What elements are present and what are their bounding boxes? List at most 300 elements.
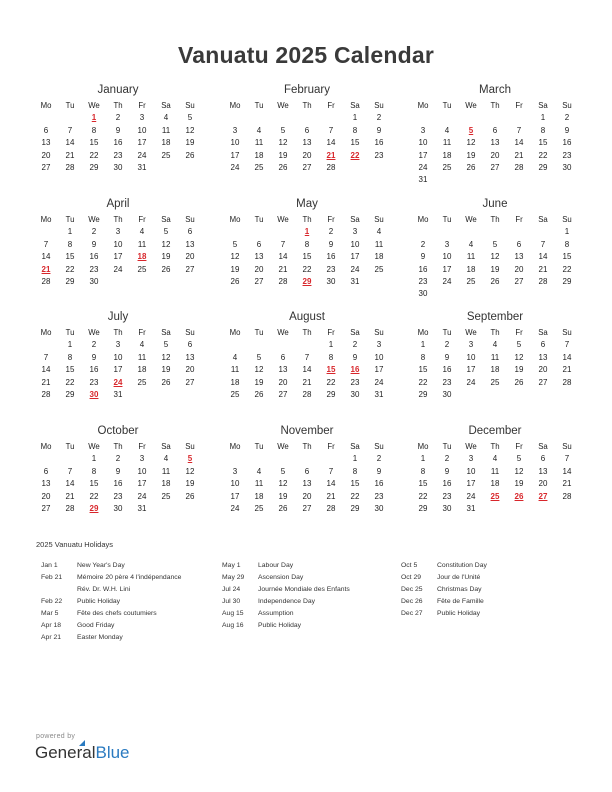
weekday-header <box>34 327 202 339</box>
weekday-label: Mo <box>417 101 429 110</box>
day-cell: 20 <box>254 264 264 274</box>
day-cell: 26 <box>278 162 288 172</box>
day-cell: 18 <box>161 479 171 489</box>
day-cell: 6 <box>304 466 310 476</box>
day-cell <box>367 162 391 174</box>
day-cell: 9 <box>444 466 450 476</box>
week-row <box>34 389 202 401</box>
day-cell: 11 <box>161 466 171 476</box>
day-cell: 13 <box>185 352 195 362</box>
day-cell: 30 <box>442 389 452 399</box>
day-cell: 16 <box>562 138 572 148</box>
day-cell: 22 <box>538 150 548 160</box>
day-cell: 19 <box>161 252 171 262</box>
month-name: December <box>468 425 522 437</box>
holiday-date <box>41 584 77 596</box>
day-cell: 5 <box>492 239 498 249</box>
day-cell: 29 <box>302 276 312 286</box>
day-cell: 13 <box>490 138 500 148</box>
day-cell: 12 <box>514 466 524 476</box>
holiday-name: Mémoire 20 père 4 l'indépendance <box>77 574 182 581</box>
day-cell: 16 <box>113 138 123 148</box>
day-cell: 15 <box>65 365 75 375</box>
day-cell: 30 <box>89 276 99 286</box>
weekday-label: Fr <box>138 328 146 337</box>
day-cell: 7 <box>280 239 286 249</box>
day-cell: 17 <box>137 479 147 489</box>
day-cell: 21 <box>41 264 51 274</box>
day-cell: 13 <box>538 466 548 476</box>
day-cell: 12 <box>185 466 195 476</box>
day-cell <box>459 174 483 186</box>
day-cell <box>130 276 154 288</box>
day-cell: 17 <box>230 491 240 501</box>
day-cell: 10 <box>137 125 147 135</box>
day-cell: 26 <box>185 150 195 160</box>
holiday-column <box>401 560 487 620</box>
week-row <box>34 125 202 137</box>
day-cell: 25 <box>161 491 171 501</box>
day-cell: 4 <box>256 466 262 476</box>
day-cell: 19 <box>185 479 195 489</box>
day-cell <box>106 276 130 288</box>
day-cell: 1 <box>352 454 358 464</box>
weekday-label: Th <box>302 101 312 110</box>
week-row <box>34 137 202 149</box>
day-cell: 19 <box>278 150 288 160</box>
day-cell: 1 <box>304 227 310 237</box>
day-cell <box>271 112 295 124</box>
day-cell: 23 <box>562 150 572 160</box>
day-cell: 24 <box>113 264 123 274</box>
day-cell: 2 <box>115 113 121 123</box>
day-cell: 19 <box>278 491 288 501</box>
day-cell: 30 <box>113 162 123 172</box>
holiday-item <box>222 572 350 584</box>
day-cell <box>130 389 154 401</box>
day-cell <box>178 276 202 288</box>
day-cell <box>483 112 507 124</box>
day-cell: 9 <box>115 125 121 135</box>
day-cell: 3 <box>232 466 238 476</box>
week-row <box>411 264 579 276</box>
day-cell: 10 <box>418 138 428 148</box>
day-cell: 27 <box>278 389 288 399</box>
holiday-name: Jour de l'Unité <box>437 574 481 581</box>
weekday-label: Tu <box>65 101 75 110</box>
day-cell <box>34 339 58 351</box>
week-row <box>223 239 391 251</box>
day-cell: 18 <box>374 252 384 262</box>
day-cell <box>367 276 391 288</box>
day-cell: 12 <box>185 125 195 135</box>
day-cell: 14 <box>65 479 75 489</box>
holiday-name: Public Holiday <box>77 598 121 605</box>
week-row <box>34 239 202 251</box>
day-cell: 15 <box>538 138 548 148</box>
day-cell: 20 <box>302 150 312 160</box>
day-cell: 3 <box>115 340 121 350</box>
day-cell: 10 <box>374 352 384 362</box>
day-cell: 5 <box>187 113 193 123</box>
day-cell: 18 <box>254 491 264 501</box>
day-cell: 6 <box>43 466 49 476</box>
day-cell: 7 <box>43 239 49 249</box>
day-cell: 5 <box>280 466 286 476</box>
day-cell: 4 <box>444 125 450 135</box>
day-cell: 17 <box>350 252 360 262</box>
day-cell <box>483 288 507 300</box>
week-row <box>223 125 391 137</box>
week-row <box>411 466 579 478</box>
logo-flag-icon <box>79 740 85 746</box>
week-row <box>223 503 391 515</box>
day-cell: 21 <box>65 491 75 501</box>
holiday-date: Jul 30 <box>222 598 241 605</box>
day-cell: 4 <box>232 352 238 362</box>
day-cell: 6 <box>256 239 262 249</box>
day-cell: 3 <box>139 454 145 464</box>
holiday-item <box>41 596 181 608</box>
week-row <box>34 491 202 503</box>
day-cell <box>271 226 295 238</box>
month-september <box>411 310 579 401</box>
day-cell: 20 <box>302 491 312 501</box>
day-cell <box>555 503 579 515</box>
week-row <box>34 503 202 515</box>
week-row <box>34 364 202 376</box>
day-cell: 2 <box>420 239 426 249</box>
week-row <box>411 377 579 389</box>
holiday-item <box>222 560 350 572</box>
weekday-label: Th <box>113 215 123 224</box>
day-cell <box>507 226 531 238</box>
day-cell: 27 <box>185 264 195 274</box>
day-cell: 27 <box>41 503 51 513</box>
day-cell: 18 <box>254 150 264 160</box>
day-cell <box>247 453 271 465</box>
day-cell: 27 <box>254 276 264 286</box>
day-cell: 21 <box>65 150 75 160</box>
day-cell: 11 <box>230 365 240 375</box>
day-cell: 6 <box>280 352 286 362</box>
day-cell <box>507 174 531 186</box>
day-cell <box>178 162 202 174</box>
holiday-item <box>401 572 487 584</box>
day-cell: 30 <box>374 503 384 513</box>
weekday-label: Fr <box>515 215 523 224</box>
day-cell <box>435 174 459 186</box>
month-name: June <box>482 198 508 210</box>
week-row <box>411 251 579 263</box>
day-cell <box>531 389 555 401</box>
day-cell: 4 <box>163 454 169 464</box>
day-cell: 3 <box>420 125 426 135</box>
day-cell: 1 <box>420 454 426 464</box>
day-cell: 27 <box>302 503 312 513</box>
day-cell: 30 <box>442 503 452 513</box>
day-cell <box>223 112 247 124</box>
weekday-label: Su <box>562 328 572 337</box>
day-cell <box>459 226 483 238</box>
day-cell: 16 <box>442 365 452 375</box>
day-cell: 3 <box>139 113 145 123</box>
day-cell: 5 <box>468 125 474 135</box>
day-cell: 12 <box>490 252 500 262</box>
day-cell: 14 <box>278 252 288 262</box>
day-cell: 28 <box>302 389 312 399</box>
weekday-label: Mo <box>229 101 241 110</box>
day-cell: 24 <box>230 503 240 513</box>
weekday-label: Sa <box>538 215 548 224</box>
day-cell: 11 <box>490 466 500 476</box>
weekday-header <box>411 214 579 226</box>
week-row <box>411 174 579 186</box>
day-cell: 29 <box>65 389 75 399</box>
week-row <box>223 276 391 288</box>
weekday-label: We <box>465 215 477 224</box>
day-cell: 7 <box>67 466 73 476</box>
weekday-label: Th <box>302 215 312 224</box>
day-cell: 12 <box>161 352 171 362</box>
month-december <box>411 424 579 515</box>
weekday-label: Sa <box>161 215 171 224</box>
day-cell: 14 <box>326 479 336 489</box>
day-cell <box>247 112 271 124</box>
day-cell: 15 <box>326 365 336 375</box>
day-cell: 25 <box>442 162 452 172</box>
day-cell: 17 <box>137 138 147 148</box>
day-cell: 4 <box>256 125 262 135</box>
day-cell: 13 <box>302 138 312 148</box>
day-cell: 4 <box>376 227 382 237</box>
day-cell: 29 <box>418 503 428 513</box>
holiday-name: Fête de Famille <box>437 598 484 605</box>
month-june <box>411 197 579 301</box>
day-cell <box>295 339 319 351</box>
holiday-item <box>401 608 487 620</box>
day-cell: 27 <box>185 377 195 387</box>
day-cell: 6 <box>304 125 310 135</box>
day-cell: 20 <box>185 365 195 375</box>
day-cell: 25 <box>490 377 500 387</box>
holiday-date: Apr 21 <box>41 634 62 641</box>
weekday-label: Tu <box>442 215 452 224</box>
weekday-label: Th <box>113 442 123 451</box>
day-cell: 22 <box>350 491 360 501</box>
month-name: January <box>97 84 139 96</box>
day-cell: 8 <box>352 125 358 135</box>
day-cell: 5 <box>256 352 262 362</box>
day-cell <box>271 453 295 465</box>
week-row <box>411 239 579 251</box>
day-cell: 1 <box>67 227 73 237</box>
day-cell: 10 <box>137 466 147 476</box>
day-cell: 21 <box>538 264 548 274</box>
weekday-header <box>34 100 202 112</box>
week-row <box>34 150 202 162</box>
day-cell: 15 <box>562 252 572 262</box>
day-cell: 20 <box>41 491 51 501</box>
holiday-item <box>41 572 181 584</box>
day-cell: 23 <box>89 377 99 387</box>
week-row <box>223 162 391 174</box>
holiday-column <box>41 560 181 644</box>
day-cell: 30 <box>326 276 336 286</box>
day-cell: 19 <box>490 264 500 274</box>
week-row <box>411 125 579 137</box>
day-cell <box>531 174 555 186</box>
weekday-label: Sa <box>350 442 360 451</box>
day-cell: 15 <box>418 365 428 375</box>
day-cell: 19 <box>466 150 476 160</box>
day-cell: 13 <box>41 479 51 489</box>
week-row <box>34 264 202 276</box>
day-cell: 16 <box>326 252 336 262</box>
brand-logo <box>35 743 130 763</box>
week-row <box>223 389 391 401</box>
week-row <box>411 226 579 238</box>
day-cell: 28 <box>65 503 75 513</box>
week-row <box>411 453 579 465</box>
day-cell: 2 <box>444 340 450 350</box>
weekday-header <box>223 100 391 112</box>
day-cell: 17 <box>113 365 123 375</box>
day-cell: 2 <box>564 113 570 123</box>
day-cell: 30 <box>113 503 123 513</box>
day-cell: 30 <box>89 389 99 399</box>
day-cell: 22 <box>65 264 75 274</box>
holiday-date: May 29 <box>222 574 245 581</box>
day-cell: 30 <box>350 389 360 399</box>
week-row <box>34 352 202 364</box>
day-cell: 7 <box>540 239 546 249</box>
weekday-label: Tu <box>254 442 264 451</box>
day-cell <box>459 112 483 124</box>
day-cell: 23 <box>374 491 384 501</box>
day-cell: 24 <box>466 377 476 387</box>
weekday-label: Mo <box>40 215 52 224</box>
day-cell: 29 <box>89 503 99 513</box>
week-row <box>223 137 391 149</box>
day-cell: 6 <box>187 340 193 350</box>
day-cell: 15 <box>350 138 360 148</box>
weekday-label: Fr <box>515 442 523 451</box>
month-february <box>223 83 391 174</box>
week-row <box>411 352 579 364</box>
week-row <box>223 491 391 503</box>
day-cell: 7 <box>328 466 334 476</box>
month-name: May <box>296 198 318 210</box>
day-cell: 24 <box>137 491 147 501</box>
week-row <box>411 491 579 503</box>
day-cell: 8 <box>420 352 426 362</box>
day-cell: 14 <box>41 365 51 375</box>
day-cell: 18 <box>230 377 240 387</box>
day-cell: 19 <box>230 264 240 274</box>
weekday-label: Th <box>490 442 500 451</box>
week-row <box>34 276 202 288</box>
holiday-date: Apr 18 <box>41 622 62 629</box>
holiday-column <box>222 560 350 632</box>
day-cell: 31 <box>113 389 123 399</box>
day-cell: 15 <box>350 479 360 489</box>
weekday-label: Fr <box>327 215 335 224</box>
day-cell: 1 <box>91 454 97 464</box>
day-cell <box>555 174 579 186</box>
holiday-item <box>401 560 487 572</box>
day-cell: 7 <box>564 340 570 350</box>
day-cell: 29 <box>326 389 336 399</box>
day-cell: 2 <box>376 113 382 123</box>
day-cell: 25 <box>466 276 476 286</box>
weekday-label: Su <box>374 101 384 110</box>
day-cell <box>507 503 531 515</box>
day-cell: 13 <box>41 138 51 148</box>
weekday-label: Th <box>113 328 123 337</box>
day-cell: 5 <box>516 340 522 350</box>
day-cell: 15 <box>302 252 312 262</box>
weekday-label: Fr <box>138 442 146 451</box>
day-cell: 8 <box>352 466 358 476</box>
day-cell: 23 <box>350 377 360 387</box>
holiday-name: Rév. Dr. W.H. Lini <box>77 586 131 593</box>
day-cell: 2 <box>91 227 97 237</box>
weekday-label: We <box>88 442 100 451</box>
week-row <box>411 150 579 162</box>
day-cell <box>223 339 247 351</box>
holiday-item <box>401 584 487 596</box>
day-cell: 11 <box>137 352 147 362</box>
holiday-item <box>41 584 181 596</box>
day-cell: 1 <box>328 340 334 350</box>
day-cell: 18 <box>442 150 452 160</box>
week-row <box>223 377 391 389</box>
day-cell: 22 <box>326 377 336 387</box>
day-cell: 29 <box>350 503 360 513</box>
day-cell: 3 <box>468 454 474 464</box>
holiday-date: Dec 25 <box>401 586 423 593</box>
day-cell <box>531 226 555 238</box>
weekday-label: We <box>88 328 100 337</box>
weekday-label: Tu <box>65 215 75 224</box>
weekday-label: Sa <box>350 328 360 337</box>
weekday-label: We <box>465 328 477 337</box>
day-cell: 24 <box>442 276 452 286</box>
day-cell: 8 <box>91 466 97 476</box>
day-cell <box>58 112 82 124</box>
day-cell: 2 <box>352 340 358 350</box>
weekday-label: Sa <box>161 442 171 451</box>
day-cell <box>223 226 247 238</box>
day-cell: 1 <box>420 340 426 350</box>
day-cell: 13 <box>302 479 312 489</box>
weekday-label: Th <box>302 442 312 451</box>
day-cell: 17 <box>418 150 428 160</box>
week-row <box>34 453 202 465</box>
day-cell: 15 <box>418 479 428 489</box>
week-row <box>223 251 391 263</box>
weekday-label: Su <box>185 101 195 110</box>
day-cell: 10 <box>230 479 240 489</box>
day-cell: 6 <box>540 340 546 350</box>
day-cell: 28 <box>538 276 548 286</box>
month-may <box>223 197 391 288</box>
day-cell: 26 <box>278 503 288 513</box>
day-cell: 27 <box>514 276 524 286</box>
holiday-item <box>222 608 350 620</box>
day-cell: 23 <box>442 491 452 501</box>
